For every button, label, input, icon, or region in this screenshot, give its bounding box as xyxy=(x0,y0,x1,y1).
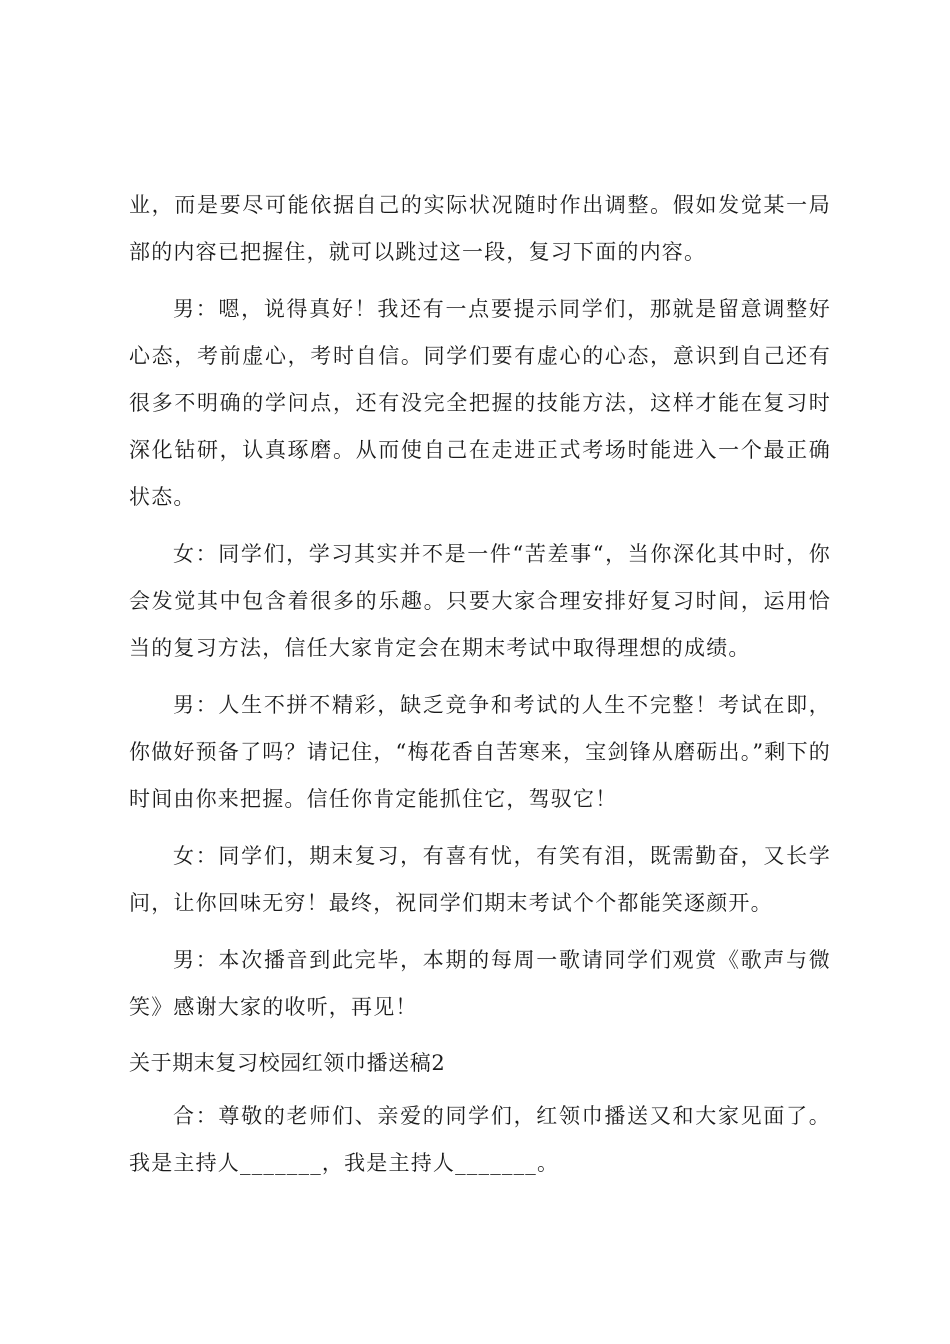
paragraph-opening: 合：尊敬的老师们、亲爱的同学们，红领巾播送又和大家见面了。我是主持人_______，我是主持人_______。 xyxy=(129,1104,831,1175)
paragraph-female-fun: 女：同学们，学习其实并不是一件“苦差事“，当你深化其中时，你会发觉其中包含着很多的乐趣。只要大家合理安排好复习时间，运用恰当的复习方法，信任大家肯定会在期末考试中取得理想的成绩。 xyxy=(129,542,831,660)
paragraph-continuation: 业，而是要尽可能依据自己的实际状况随时作出调整。假如发觉某一局部的内容已把握住，就可以跳过这一段，复习下面的内容。 xyxy=(129,193,831,264)
document-body xyxy=(129,182,831,1197)
paragraph-male-exam: 男：人生不拼不精彩，缺乏竞争和考试的人生不完整！考试在即，你做好预备了吗？请记住，“梅花香自苦寒来，宝剑锋从磨砺出。”剩下的时间由你来把握。信任你肯定能抓住它，驾驭它！ xyxy=(129,693,831,811)
paragraph-female-wishes: 女：同学们，期末复习，有喜有忧，有笑有泪，既需勤奋，又长学问，让你回味无穷！最终，祝同学们期末考试个个都能笑逐颜开。 xyxy=(129,844,831,915)
section-heading: 关于期末复习校园红领巾播送稿2 xyxy=(129,1051,446,1075)
paragraph-male-mindset: 男：嗯，说得真好！我还有一点要提示同学们，那就是留意调整好心态，考前虚心，考时自信。同学们要有虚心的心态，意识到自己还有很多不明确的学问点，还有没完全把握的技能方法，这样才能在复习时深化钻研，认真琢磨。从而使自己在走进正式考场时能进入一个最正确状态。 xyxy=(129,297,831,509)
paragraph-male-closing: 男：本次播音到此完毕，本期的每周一歌请同学们观赏《歌声与微笑》感谢大家的收听，再见！ xyxy=(129,948,831,1019)
